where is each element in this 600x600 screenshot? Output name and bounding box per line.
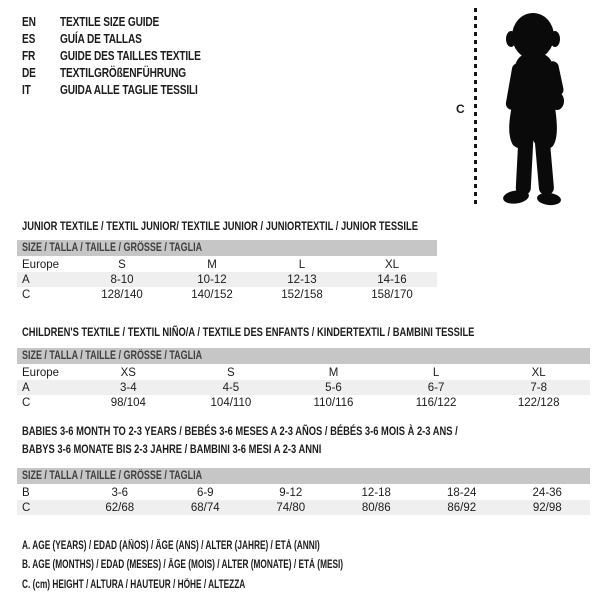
size-cell: XS [120, 366, 136, 379]
height-measure-label: C [456, 102, 465, 116]
legend-notes [22, 536, 468, 595]
note-age-years: A. AGE (YEARS) / EDAD (AÑOS) / ÂGE (ANS) / ALTER (JAHRE) / ETÀ (ANNI) [22, 539, 320, 552]
height-measure-dashed-line [474, 8, 477, 207]
baby-silhouette-icon [487, 9, 575, 207]
table-row-height [17, 500, 590, 515]
language-label: TEXTILGRÖßENFÜHRUNG [60, 65, 187, 80]
age-cell: 24-36 [532, 486, 562, 499]
language-label: GUÍA DE TALLAS [60, 31, 142, 46]
size-cell: S [227, 366, 235, 379]
language-row-it [22, 81, 240, 98]
height-cell: 158/170 [371, 288, 413, 301]
age-cell: 8-10 [110, 273, 134, 286]
language-label: GUIDA ALLE TAGLIE TESSILI [60, 82, 198, 97]
size-cell: XL [384, 258, 400, 271]
table-row-europe [17, 257, 437, 272]
height-cell: 92/98 [532, 501, 562, 514]
size-cell: S [118, 258, 126, 271]
size-header-bar: SIZE / TALLA / TAILLE / GRÖSSE / TAGLIA [17, 240, 437, 256]
language-code: ES [22, 31, 36, 46]
table-row-height [17, 287, 437, 302]
table-row-height [17, 395, 590, 410]
age-cell: 3-4 [119, 381, 137, 394]
age-cell: 7-8 [530, 381, 547, 394]
language-code: IT [22, 82, 31, 97]
language-row-fr [22, 47, 240, 64]
babies-table-title: BABIES 3-6 MONTH TO 2-3 YEARS / BEBÉS 3-6 MESES A 2-3 AÑOS / BÉBÉS 3-6 MOIS À 2-3 ANS / BABYS 3-6 MONATE BIS 2-3 JAHRE / BAMBINI 3-6 MESI A 2-3 ANNI [22, 424, 458, 456]
age-cell: 6-7 [427, 381, 445, 394]
row-label: Europe [22, 366, 60, 379]
language-code: FR [22, 48, 36, 63]
size-header-bar: SIZE / TALLA / TAILLE / GRÖSSE / TAGLIA [17, 468, 590, 484]
row-label: A [22, 381, 30, 394]
age-cell: 14-16 [377, 273, 407, 286]
children-size-table [17, 348, 590, 410]
note-height: C. (cm) HEIGHT / ALTURA / HAUTEUR / HÖHE / ALTEZZA [22, 578, 246, 591]
note-age-months: B. AGE (MONTHS) / EDAD (MESES) / ÂGE (MOIS) / ALTER (MONATE) / ETÀ (MESI) [22, 559, 344, 572]
height-cell: 110/116 [313, 396, 354, 409]
height-cell: 128/140 [101, 288, 143, 301]
row-label: C [22, 501, 31, 514]
height-cell: 104/110 [210, 396, 252, 409]
age-cell: 18-24 [447, 486, 477, 499]
language-label: GUIDE DES TAILLES TEXTILE [60, 48, 201, 63]
age-cell: 6-9 [196, 486, 214, 499]
language-row-de [22, 64, 240, 81]
size-cell: M [207, 258, 217, 271]
size-cell: L [298, 258, 306, 271]
row-label: C [22, 288, 31, 301]
language-row-en [22, 13, 240, 30]
language-code: EN [22, 14, 36, 29]
babies-size-table [17, 468, 590, 515]
height-cell: 152/158 [281, 288, 323, 301]
table-row-age [17, 380, 590, 395]
age-cell: 3-6 [111, 486, 129, 499]
height-cell: 140/152 [191, 288, 233, 301]
table-row-age-months [17, 485, 590, 500]
size-header-bar: SIZE / TALLA / TAILLE / GRÖSSE / TAGLIA [17, 348, 590, 364]
junior-size-table [17, 240, 437, 302]
children-table-title: CHILDREN'S TEXTILE / TEXTIL NIÑO/A / TEXTILE DES ENFANTS / KINDERTEXTIL / BAMBINI TESSILE [22, 325, 475, 339]
age-cell: 5-6 [325, 381, 342, 394]
height-cell: 80/86 [361, 501, 391, 514]
age-cell: 9-12 [279, 486, 303, 499]
height-cell: 74/80 [276, 501, 306, 514]
language-title-block [22, 13, 240, 98]
language-row-es [22, 30, 240, 47]
row-label: C [22, 396, 31, 409]
age-cell: 12-13 [287, 273, 317, 286]
age-cell: 12-18 [361, 486, 391, 499]
junior-table-title: JUNIOR TEXTILE / TEXTIL JUNIOR/ TEXTILE JUNIOR / JUNIORTEXTIL / JUNIOR TESSILE [22, 219, 418, 233]
row-label: Europe [22, 258, 60, 271]
height-cell: 122/128 [517, 396, 560, 409]
size-cell: XL [531, 366, 546, 379]
height-cell: 68/74 [190, 501, 220, 514]
height-cell: 62/68 [105, 501, 135, 514]
language-code: DE [22, 65, 36, 80]
size-cell: L [432, 366, 440, 379]
row-label: A [22, 273, 30, 286]
table-row-europe [17, 365, 590, 380]
language-label: TEXTILE SIZE GUIDE [60, 14, 160, 29]
row-label: B [22, 486, 30, 499]
size-cell: M [328, 366, 339, 379]
height-cell: 86/92 [447, 501, 477, 514]
height-cell: 98/104 [110, 396, 146, 409]
table-row-age [17, 272, 437, 287]
age-cell: 10-12 [197, 273, 227, 286]
height-cell: 116/122 [415, 396, 457, 409]
age-cell: 4-5 [222, 381, 240, 394]
